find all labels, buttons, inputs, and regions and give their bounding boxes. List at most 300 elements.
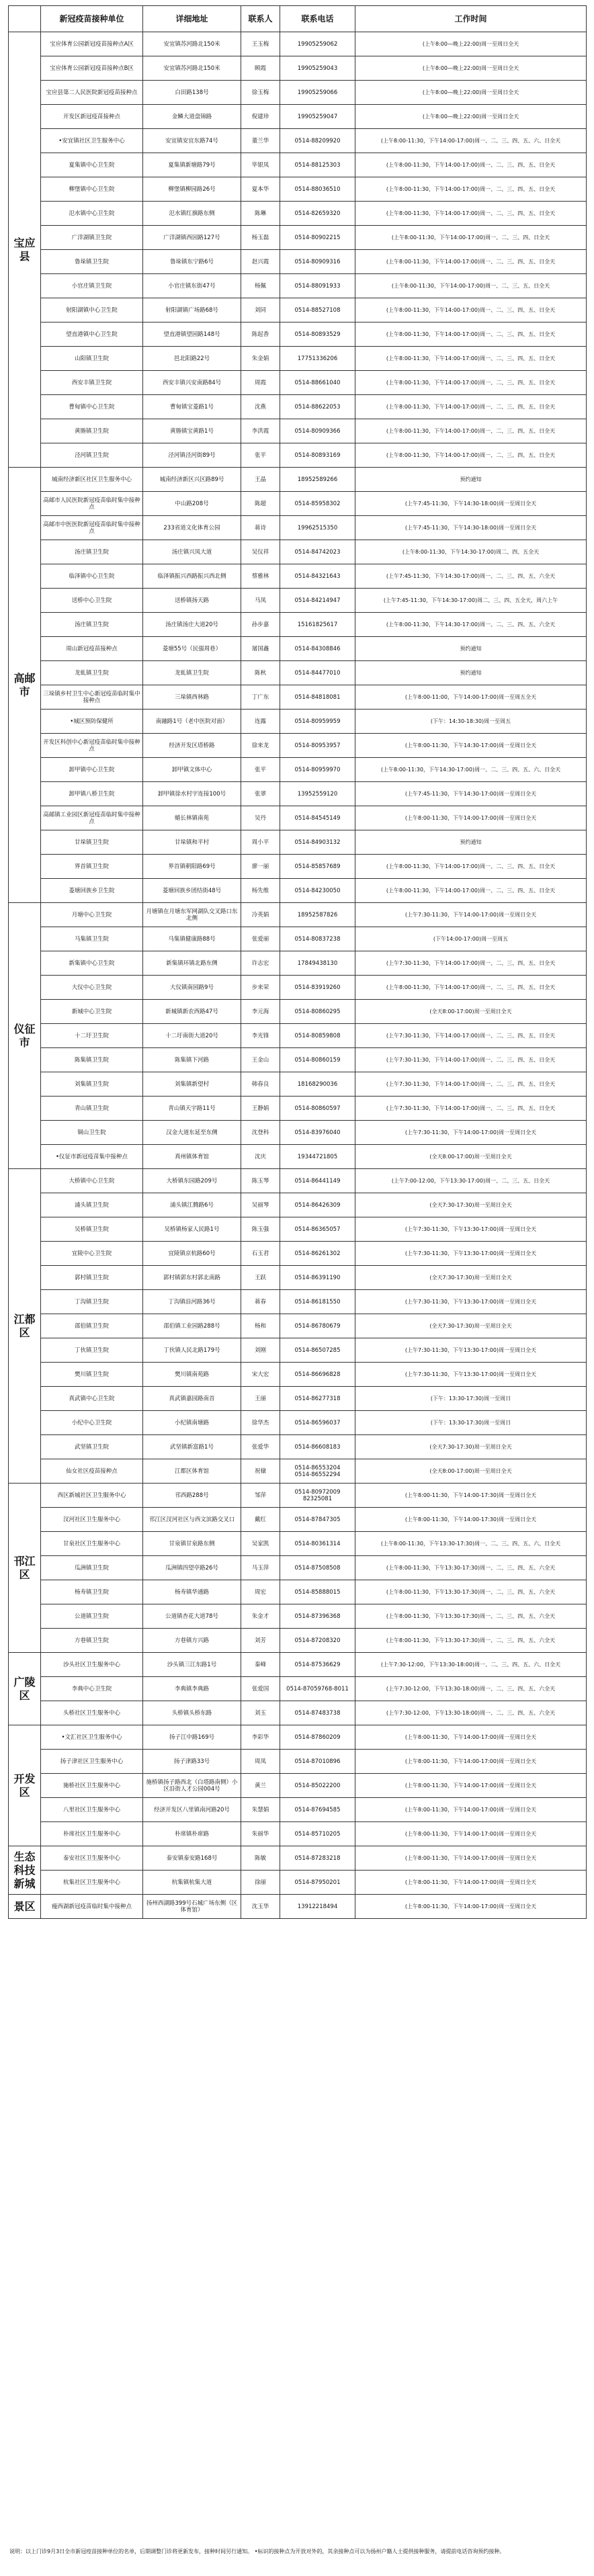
site-address-cell: 蜡长林镇南苑 bbox=[143, 806, 241, 830]
table-row bbox=[9, 153, 587, 177]
site-contact-cell: 朱丽华 bbox=[241, 1822, 280, 1846]
site-unit-cell: 马集镇卫生院 bbox=[41, 927, 143, 951]
table-row bbox=[9, 468, 587, 492]
site-hours-cell: (上午8:00-11:30，下午14:00-17:00)周一、二、三、四、五、日全天 bbox=[355, 855, 587, 879]
site-address-cell: 泰安镇泰安路168号 bbox=[143, 1846, 241, 1871]
site-hours-cell: 预约通知 bbox=[355, 637, 587, 661]
site-hours-cell: (全天8:00-17:00)周一至周日全天 bbox=[355, 1459, 587, 1484]
site-contact-cell: 秦峰 bbox=[241, 1653, 280, 1677]
site-address-cell: 邗江区汊河社区与西文滨路交叉口 bbox=[143, 1508, 241, 1532]
site-address-cell: 泾河镇泾河街89号 bbox=[143, 443, 241, 468]
site-phone-cell: 0514-84477010 bbox=[280, 661, 355, 685]
site-unit-cell: 邵伯镇卫生院 bbox=[41, 1314, 143, 1338]
site-contact-cell: 董兰华 bbox=[241, 129, 280, 153]
site-unit-cell: 西区新城社区卫生服务中心 bbox=[41, 1484, 143, 1508]
site-phone-cell: 0514-86780679 bbox=[280, 1314, 355, 1338]
site-unit-cell: 周山新冠疫苗接种点 bbox=[41, 637, 143, 661]
table-row bbox=[9, 710, 587, 734]
site-contact-cell: 吴仪祥 bbox=[241, 540, 280, 564]
site-contact-cell: 陈玉强 bbox=[241, 1217, 280, 1242]
site-hours-cell: (上午8:00-11:30，下午14:00-17:00)周一、二、三、四、五、日全天 bbox=[355, 250, 587, 274]
site-hours-cell: (上午7:30-11:30，下午13:30-17:00)周一至周日全天 bbox=[355, 1338, 587, 1363]
site-unit-cell: 丁伙镇卫生院 bbox=[41, 1338, 143, 1363]
site-phone-cell: 0514-87283218 bbox=[280, 1846, 355, 1871]
site-phone-cell: 0514-83919260 bbox=[280, 976, 355, 1000]
site-unit-cell: 宝应体育公园新冠疫苗接种点B区 bbox=[41, 56, 143, 81]
site-phone-cell: 0514-80909316 bbox=[280, 250, 355, 274]
site-address-cell: 杭集镇杭集大道 bbox=[143, 1871, 241, 1895]
table-row bbox=[9, 661, 587, 685]
district-name: 宝应县 bbox=[9, 32, 41, 468]
site-hours-cell: (上午8:00-11:30，下午14:30-17:00)周一、二、三、四、五、六、日全天 bbox=[355, 758, 587, 782]
site-contact-cell: 徐华杰 bbox=[241, 1411, 280, 1435]
site-address-cell: 临泽镇振兴西路振兴西北侧 bbox=[143, 564, 241, 589]
table-row bbox=[9, 1048, 587, 1072]
site-address-cell: 月塘镇在月塘东军网湖队交叉路口东北侧 bbox=[143, 903, 241, 927]
site-phone-cell: 0514-84818081 bbox=[280, 685, 355, 710]
site-address-cell: 安宜镇安宜东路74号 bbox=[143, 129, 241, 153]
site-address-cell: 龙虬镇卫生院 bbox=[143, 661, 241, 685]
site-unit-cell: 十二圩卫生院 bbox=[41, 1024, 143, 1048]
site-address-cell: 沙头镇三江东路1号 bbox=[143, 1653, 241, 1677]
site-contact-cell: 周霞 bbox=[241, 371, 280, 395]
table-row bbox=[9, 371, 587, 395]
site-unit-cell: 大仪中心卫生院 bbox=[41, 976, 143, 1000]
table-row bbox=[9, 830, 587, 855]
district-name: 高邮市 bbox=[9, 468, 41, 903]
site-hours-cell: (上午7:30-11:30，下午14:00-17:00)周一至周日全天 bbox=[355, 1121, 587, 1145]
site-unit-cell: 刘集镇卫生院 bbox=[41, 1072, 143, 1097]
site-hours-cell: (上午8:00-11:30，下午14:00-17:00)周一、二、三、四、五、日全天 bbox=[355, 879, 587, 903]
site-phone-cell: 0514-86596037 bbox=[280, 1411, 355, 1435]
table-row bbox=[9, 758, 587, 782]
site-hours-cell: (上午7:30-12:00，下午13:30-18:00)周一、二、三、四、五、六全天 bbox=[355, 1677, 587, 1701]
site-hours-cell: (上午8:00-11:00，下午14:00-17:00)周一至周五全天 bbox=[355, 685, 587, 710]
site-contact-cell: 夏本华 bbox=[241, 177, 280, 202]
site-contact-cell: 吴家凯 bbox=[241, 1532, 280, 1556]
table-row bbox=[9, 1290, 587, 1314]
site-hours-cell: (下午：14:30-18:30)周一至周五 bbox=[355, 710, 587, 734]
site-address-cell: 安宜镇苏河路北150米 bbox=[143, 56, 241, 81]
site-contact-cell: 沈燕 bbox=[241, 395, 280, 419]
table-row bbox=[9, 589, 587, 613]
site-address-cell: 氾水镇红旗路东侧 bbox=[143, 202, 241, 226]
site-hours-cell: (全天8:00-17:00)周一至周日全天 bbox=[355, 1145, 587, 1169]
site-hours-cell: (上午8:00-11:30，下午14:00-17:30)周一至周日全天 bbox=[355, 1508, 587, 1532]
site-unit-cell: 菱塘回族乡卫生院 bbox=[41, 879, 143, 903]
site-address-cell: 柳堡镇柳园路26号 bbox=[143, 177, 241, 202]
site-address-cell: 丁沟镇沿河路36号 bbox=[143, 1290, 241, 1314]
table-row bbox=[9, 1266, 587, 1290]
site-hours-cell: (上午8:00-11:30，下午14:00-17:00)周一至周日全天 bbox=[355, 1774, 587, 1798]
site-phone-cell: 0514-80860159 bbox=[280, 1048, 355, 1072]
table-row bbox=[9, 1895, 587, 1919]
site-hours-cell: (全天7:30-17:30)周一至周日全天 bbox=[355, 1314, 587, 1338]
site-contact-cell: 张爱国 bbox=[241, 1677, 280, 1701]
site-address-cell: 卸甲镇徐水村宇连接100号 bbox=[143, 782, 241, 806]
site-address-cell: 城南经济新区兴区路89号 bbox=[143, 468, 241, 492]
table-row bbox=[9, 32, 587, 56]
site-phone-cell: 0514-80909366 bbox=[280, 419, 355, 443]
site-phone-cell: 0514-82659320 bbox=[280, 202, 355, 226]
site-address-cell: 经济开发区八里镇南河路20号 bbox=[143, 1798, 241, 1822]
site-unit-cell: 丁沟镇卫生院 bbox=[41, 1290, 143, 1314]
site-contact-cell: 韩春良 bbox=[241, 1072, 280, 1097]
site-hours-cell: 预约通知 bbox=[355, 661, 587, 685]
table-row bbox=[9, 1871, 587, 1895]
site-hours-cell: (上午8:00-11:30，下午13:30-17:30)周一、二、三、四、五、六全天 bbox=[355, 1604, 587, 1629]
table-row bbox=[9, 177, 587, 202]
district-name: 景区 bbox=[9, 1895, 41, 1919]
header-district bbox=[9, 6, 41, 32]
site-phone-cell: 0514-86608183 bbox=[280, 1435, 355, 1459]
site-contact-cell: 张爱丽 bbox=[241, 927, 280, 951]
site-hours-cell: (上午7:45-11:30，下午14:30-18:00)周一至周日全天 bbox=[355, 516, 587, 540]
site-contact-cell: 陈琳 bbox=[241, 202, 280, 226]
site-phone-cell: 0514-80902215 bbox=[280, 226, 355, 250]
vaccination-site-table bbox=[8, 5, 586, 1919]
site-hours-cell: (上午7:45-11:30，下午14:30-17:00)周一至周日全天 bbox=[355, 782, 587, 806]
header-unit: 新冠疫苗接种单位 bbox=[41, 6, 143, 32]
site-phone-cell: 0514-80959970 bbox=[280, 758, 355, 782]
table-row bbox=[9, 1798, 587, 1822]
site-address-cell: 杨寿镇华通路 bbox=[143, 1580, 241, 1604]
site-contact-cell: 蒋春 bbox=[241, 1290, 280, 1314]
site-address-cell: 黄塍镇宝黄路1号 bbox=[143, 419, 241, 443]
table-row bbox=[9, 1217, 587, 1242]
site-address-cell: 真州镇体育馆 bbox=[143, 1145, 241, 1169]
site-unit-cell: 西安丰镇卫生院 bbox=[41, 371, 143, 395]
table-row bbox=[9, 903, 587, 927]
site-hours-cell: (上午8:00-11:30，下午14:00-17:00)周一、二、三、四、五、日全天 bbox=[355, 202, 587, 226]
site-hours-cell: (上午8:00-11:30，下午14:00-17:30)周一至周日全天 bbox=[355, 1484, 587, 1508]
table-header-row bbox=[9, 6, 587, 32]
site-address-cell: 刘集镇新望村 bbox=[143, 1072, 241, 1097]
table-row bbox=[9, 1072, 587, 1097]
site-phone-cell: 15161825617 bbox=[280, 613, 355, 637]
site-phone-cell: 18168290036 bbox=[280, 1072, 355, 1097]
site-hours-cell: (上午7:30-11:30，下午14:00-17:00)周一、二、三、四、五、日全天 bbox=[355, 951, 587, 976]
site-phone-cell: 0514-80361314 bbox=[280, 1532, 355, 1556]
site-phone-cell: 0514-87396368 bbox=[280, 1604, 355, 1629]
table-row bbox=[9, 1750, 587, 1774]
site-contact-cell: 刘刚 bbox=[241, 1338, 280, 1363]
site-phone-cell: 13952559120 bbox=[280, 782, 355, 806]
site-phone-cell: 19905259047 bbox=[280, 105, 355, 129]
site-unit-cell: 月塘中心卫生院 bbox=[41, 903, 143, 927]
site-contact-cell: 顾霞 bbox=[241, 56, 280, 81]
site-contact-cell: 张翠 bbox=[241, 782, 280, 806]
table-row bbox=[9, 564, 587, 589]
table-row bbox=[9, 323, 587, 347]
table-row bbox=[9, 298, 587, 323]
table-row bbox=[9, 105, 587, 129]
table-row bbox=[9, 1459, 587, 1484]
site-contact-cell: 徐来龙 bbox=[241, 734, 280, 758]
site-unit-cell: 小纪中心卫生院 bbox=[41, 1411, 143, 1435]
table-row bbox=[9, 1387, 587, 1411]
site-unit-cell: 新集镇中心卫生院 bbox=[41, 951, 143, 976]
site-hours-cell: (上午8:00-11:30，下午14:00-17:00)周一至周日全天 bbox=[355, 1822, 587, 1846]
table-row bbox=[9, 927, 587, 951]
site-phone-cell: 0514-86365057 bbox=[280, 1217, 355, 1242]
site-address-cell: 真武镇嘉园路南首 bbox=[143, 1387, 241, 1411]
site-phone-cell: 17849438130 bbox=[280, 951, 355, 976]
site-phone-cell: 0514-88661040 bbox=[280, 371, 355, 395]
site-contact-cell: 李光锋 bbox=[241, 1024, 280, 1048]
table-row bbox=[9, 1629, 587, 1653]
site-phone-cell: 19905259062 bbox=[280, 32, 355, 56]
table-row bbox=[9, 806, 587, 830]
site-unit-cell: 柳堡镇中心卫生院 bbox=[41, 177, 143, 202]
table-row bbox=[9, 1363, 587, 1387]
table-row bbox=[9, 1725, 587, 1750]
site-phone-cell: 18952587826 bbox=[280, 903, 355, 927]
site-address-cell: 李典镇李典路 bbox=[143, 1677, 241, 1701]
site-address-cell: 甘泉镇甘泉路东侧 bbox=[143, 1532, 241, 1556]
site-unit-cell: 高邮市人民医院新冠疫苗临时集中接种点 bbox=[41, 492, 143, 516]
site-contact-cell: 石玉君 bbox=[241, 1242, 280, 1266]
site-contact-cell: 毕银凤 bbox=[241, 153, 280, 177]
site-phone-cell: 17751336206 bbox=[280, 347, 355, 371]
site-unit-cell: 卸甲镇中心卫生院 bbox=[41, 758, 143, 782]
site-contact-cell: 李元海 bbox=[241, 1000, 280, 1024]
site-unit-cell: •文汇社区卫生服务中心 bbox=[41, 1725, 143, 1750]
site-contact-cell: 李彩华 bbox=[241, 1725, 280, 1750]
site-address-cell: 射阳湖镇广场路68号 bbox=[143, 298, 241, 323]
site-contact-cell: 杨和 bbox=[241, 1314, 280, 1338]
site-address-cell: 邑北阳路22号 bbox=[143, 347, 241, 371]
site-phone-cell: 0514-88125303 bbox=[280, 153, 355, 177]
site-contact-cell: 刘芳 bbox=[241, 1629, 280, 1653]
site-contact-cell: 张爱华 bbox=[241, 1435, 280, 1459]
site-phone-cell: 0514-80837238 bbox=[280, 927, 355, 951]
table-row bbox=[9, 226, 587, 250]
site-address-cell: 十二圩南街大道20号 bbox=[143, 1024, 241, 1048]
site-hours-cell: (上午8:00-11:30，下午14:00-17:00)周一、二、三、四、五、六、日全天 bbox=[355, 129, 587, 153]
site-contact-cell: 倪建珍 bbox=[241, 105, 280, 129]
site-address-cell: 宜陵镇京杭路60号 bbox=[143, 1242, 241, 1266]
site-address-cell: 鲁垛镇东宁路6号 bbox=[143, 250, 241, 274]
site-unit-cell: 陈集镇卫生院 bbox=[41, 1048, 143, 1072]
site-phone-cell: 0514-86696828 bbox=[280, 1363, 355, 1387]
site-address-cell: 浦头镇江腾路6号 bbox=[143, 1193, 241, 1217]
site-hours-cell: (上午8:00-11:30，下午14:00-17:00)周一、二、三、四、五、日全天 bbox=[355, 177, 587, 202]
site-contact-cell: 陈起香 bbox=[241, 323, 280, 347]
site-hours-cell: (上午8:00—晚上22:00)周一至周日全天 bbox=[355, 56, 587, 81]
site-address-cell: 汤庄镇兴凤大道 bbox=[143, 540, 241, 564]
site-address-cell: 新城镇新农西路47号 bbox=[143, 1000, 241, 1024]
site-contact-cell: 王跃 bbox=[241, 1266, 280, 1290]
site-address-cell: 扬子津路33号 bbox=[143, 1750, 241, 1774]
site-hours-cell: (上午8:00-11:30，下午14:30-17:00)周一至周日全天 bbox=[355, 734, 587, 758]
table-row bbox=[9, 1604, 587, 1629]
table-row bbox=[9, 976, 587, 1000]
site-hours-cell: (上午7:30-11:30，下午14:00-17:00)周一至周日全天 bbox=[355, 903, 587, 927]
site-phone-cell: 0514-85857689 bbox=[280, 855, 355, 879]
table-body bbox=[9, 32, 587, 1919]
site-hours-cell: (上午8:00-11:30，下午14:00-17:00)周一、二、三、四、日全天 bbox=[355, 226, 587, 250]
site-phone-cell: 0514-88622053 bbox=[280, 395, 355, 419]
site-address-cell: 汉金大道东延至东侧 bbox=[143, 1121, 241, 1145]
site-contact-cell: 朱金才 bbox=[241, 1604, 280, 1629]
site-unit-cell: 方巷镇卫生院 bbox=[41, 1629, 143, 1653]
table-row bbox=[9, 1169, 587, 1193]
site-contact-cell: 赵兴霞 bbox=[241, 250, 280, 274]
site-contact-cell: 王晶 bbox=[241, 468, 280, 492]
site-hours-cell: (上午7:45-11:30，下午14:30-17:00)周二、三、四、五全天，周六上午 bbox=[355, 589, 587, 613]
site-hours-cell: (上午8:00-11:30，下午14:30-17:00)周二、四、五全天 bbox=[355, 540, 587, 564]
site-unit-cell: 宝应县第二人民医院新冠疫苗接种点 bbox=[41, 81, 143, 105]
site-address-cell: 邗西路288号 bbox=[143, 1484, 241, 1508]
site-hours-cell: (全天8:00-17:00)周一至周日全天 bbox=[355, 1000, 587, 1024]
district-name: 开发区 bbox=[9, 1725, 41, 1846]
site-unit-cell: 广洋湖镇卫生院 bbox=[41, 226, 143, 250]
site-contact-cell: 刘同 bbox=[241, 298, 280, 323]
site-contact-cell: 王静娟 bbox=[241, 1097, 280, 1121]
table-row bbox=[9, 1677, 587, 1701]
site-unit-cell: 卸甲镇八桥卫生院 bbox=[41, 782, 143, 806]
site-address-cell: 武坚镇新富路1号 bbox=[143, 1435, 241, 1459]
table-row bbox=[9, 1314, 587, 1338]
table-row bbox=[9, 1484, 587, 1508]
table-row bbox=[9, 1024, 587, 1048]
site-contact-cell: 沈玉华 bbox=[241, 1895, 280, 1919]
site-hours-cell: (下午：13:30-17:30)周一至周日 bbox=[355, 1411, 587, 1435]
site-hours-cell: (上午8:00-11:30，下午14:00-17:00)周一至周日全天 bbox=[355, 806, 587, 830]
site-unit-cell: 开发区新冠疫苗接种点 bbox=[41, 105, 143, 129]
site-contact-cell: 李洪霞 bbox=[241, 419, 280, 443]
site-contact-cell: 冷英娟 bbox=[241, 903, 280, 927]
table-row bbox=[9, 202, 587, 226]
site-contact-cell: 徐玉梅 bbox=[241, 81, 280, 105]
site-unit-cell: 小官庄镇卫生院 bbox=[41, 274, 143, 298]
site-hours-cell: (上午8:00-11:30，下午13:30-17:30)周一、二、三、四、五、六、日全天 bbox=[355, 1532, 587, 1556]
site-address-cell: 公道镇杏花大道78号 bbox=[143, 1604, 241, 1629]
site-contact-cell: 陈秋 bbox=[241, 661, 280, 685]
site-contact-cell: 戴红 bbox=[241, 1508, 280, 1532]
site-contact-cell: 徐丽 bbox=[241, 1871, 280, 1895]
table-row bbox=[9, 129, 587, 153]
site-unit-cell: 杭集社区卫生服务中心 bbox=[41, 1871, 143, 1895]
site-address-cell: 望直港镇望园路148号 bbox=[143, 323, 241, 347]
site-phone-cell: 0514-80893529 bbox=[280, 323, 355, 347]
site-hours-cell: 预约通知 bbox=[355, 468, 587, 492]
site-contact-cell: 张平 bbox=[241, 758, 280, 782]
site-phone-cell: 0514-80859808 bbox=[280, 1024, 355, 1048]
site-phone-cell: 0514-86553204 0514-86552294 bbox=[280, 1459, 355, 1484]
site-address-cell: 卸甲镇文体中心 bbox=[143, 758, 241, 782]
site-address-cell: 曹甸镇宝菱路1号 bbox=[143, 395, 241, 419]
site-phone-cell: 0514-87847305 bbox=[280, 1508, 355, 1532]
site-address-cell: 方巷镇方兴路 bbox=[143, 1629, 241, 1653]
site-unit-cell: 城南经济新区社区卫生服务中心 bbox=[41, 468, 143, 492]
site-address-cell: 汤庄镇汤庄大道20号 bbox=[143, 613, 241, 637]
site-hours-cell: (上午8:00-11:30，下午14:00-17:00)周一、二、三、四、五、日全天 bbox=[355, 371, 587, 395]
site-phone-cell: 0514-84230050 bbox=[280, 879, 355, 903]
site-hours-cell: (上午8:00-11:30，下午14:00-17:00)周一、二、三、四、五、日全天 bbox=[355, 443, 587, 468]
site-unit-cell: 望直港镇中心卫生院 bbox=[41, 323, 143, 347]
site-address-cell: 南融路1号（老中医院对面） bbox=[143, 710, 241, 734]
site-phone-cell: 19905259066 bbox=[280, 81, 355, 105]
site-address-cell: 邵伯镇工业园路288号 bbox=[143, 1314, 241, 1338]
site-hours-cell: (全天7:30-17:30)周一至周日全天 bbox=[355, 1435, 587, 1459]
site-hours-cell: (上午7:30-11:30，下午14:00-17:00)周一、二、三、四、五、日全天 bbox=[355, 1024, 587, 1048]
table-row bbox=[9, 250, 587, 274]
site-contact-cell: 孙步嘉 bbox=[241, 613, 280, 637]
site-hours-cell: (全天7:30-17:30)周一至周日全天 bbox=[355, 1193, 587, 1217]
site-address-cell: 头桥镇头桥东路 bbox=[143, 1701, 241, 1725]
site-hours-cell: (上午8:00-11:30，下午14:00-17:00)周一至周日全天 bbox=[355, 1725, 587, 1750]
site-contact-cell: 廖一丽 bbox=[241, 855, 280, 879]
site-address-cell: 樊川镇南苑路 bbox=[143, 1363, 241, 1387]
table-row bbox=[9, 1532, 587, 1556]
site-hours-cell: (上午8:00-11:30，下午14:00-17:00)周一、二、三、四、五、日全天 bbox=[355, 347, 587, 371]
site-contact-cell: 杨佩 bbox=[241, 274, 280, 298]
header-contact: 联系人 bbox=[241, 6, 280, 32]
district-name: 邗江区 bbox=[9, 1484, 41, 1653]
table-row bbox=[9, 685, 587, 710]
site-phone-cell: 0514-87536629 bbox=[280, 1653, 355, 1677]
table-row bbox=[9, 1556, 587, 1580]
site-hours-cell: (上午8:00-11:30，下午14:00-17:00)周一、二、三、四、五、日全天 bbox=[355, 419, 587, 443]
site-contact-cell: 张平 bbox=[241, 443, 280, 468]
site-unit-cell: 高邮镇工业园区新冠疫苗临时集中接种点 bbox=[41, 806, 143, 830]
site-address-cell: 甘垛镇和平村 bbox=[143, 830, 241, 855]
table-row bbox=[9, 81, 587, 105]
header-phone: 联系电话 bbox=[280, 6, 355, 32]
site-phone-cell: 0514-87950201 bbox=[280, 1871, 355, 1895]
site-address-cell: 三垛镇西林路 bbox=[143, 685, 241, 710]
table-row bbox=[9, 1411, 587, 1435]
table-row bbox=[9, 1097, 587, 1121]
site-phone-cell: 0514-80953957 bbox=[280, 734, 355, 758]
site-phone-cell: 0514-87059768-8011 bbox=[280, 1677, 355, 1701]
site-unit-cell: 仙女社区疫苗接种点 bbox=[41, 1459, 143, 1484]
site-phone-cell: 0514-87508508 bbox=[280, 1556, 355, 1580]
site-contact-cell: 许志宏 bbox=[241, 951, 280, 976]
site-phone-cell: 0514-85888015 bbox=[280, 1580, 355, 1604]
site-phone-cell: 0514-86507285 bbox=[280, 1338, 355, 1363]
site-address-cell: 施桥镇扬子路西北（白塔路南侧）小区沿街人才公园004号 bbox=[143, 1774, 241, 1798]
site-phone-cell: 0514-80972009 82325081 bbox=[280, 1484, 355, 1508]
site-address-cell: 丁伙镇人民北路179号 bbox=[143, 1338, 241, 1363]
site-phone-cell: 0514-86391190 bbox=[280, 1266, 355, 1290]
site-unit-cell: 射阳湖镇中心卫生院 bbox=[41, 298, 143, 323]
site-address-cell: 金鳞大道盘锦路 bbox=[143, 105, 241, 129]
site-phone-cell: 0514-86441149 bbox=[280, 1169, 355, 1193]
site-address-cell: 西安丰镇兴安南路84号 bbox=[143, 371, 241, 395]
site-unit-cell: 山阳镇卫生院 bbox=[41, 347, 143, 371]
table-row bbox=[9, 1653, 587, 1677]
site-hours-cell: (下午14:00-17:00)周一至周五 bbox=[355, 927, 587, 951]
site-hours-cell: (上午8:00-11:30，下午14:00-17:00)周一、二、三、四、五、日全天 bbox=[355, 298, 587, 323]
site-contact-cell: 吴丹 bbox=[241, 806, 280, 830]
site-phone-cell: 0514-88036510 bbox=[280, 177, 355, 202]
site-address-cell: 小纪镇南塘路 bbox=[143, 1411, 241, 1435]
site-phone-cell: 0514-87208320 bbox=[280, 1629, 355, 1653]
site-contact-cell: 沈登科 bbox=[241, 1121, 280, 1145]
site-phone-cell: 0514-84903132 bbox=[280, 830, 355, 855]
table-row bbox=[9, 540, 587, 564]
site-unit-cell: 真武镇中心卫生院 bbox=[41, 1387, 143, 1411]
site-phone-cell: 0514-80893169 bbox=[280, 443, 355, 468]
table-row bbox=[9, 1701, 587, 1725]
site-hours-cell: (上午7:00-12:00，下午13:30-17:00)周一、二、三、五、日全天 bbox=[355, 1169, 587, 1193]
site-contact-cell: 蒋诗 bbox=[241, 516, 280, 540]
site-phone-cell: 0514-86277318 bbox=[280, 1387, 355, 1411]
site-hours-cell: (上午7:30-11:30，下午14:00-17:00)周一、二、三、四、五、日全天 bbox=[355, 1072, 587, 1097]
